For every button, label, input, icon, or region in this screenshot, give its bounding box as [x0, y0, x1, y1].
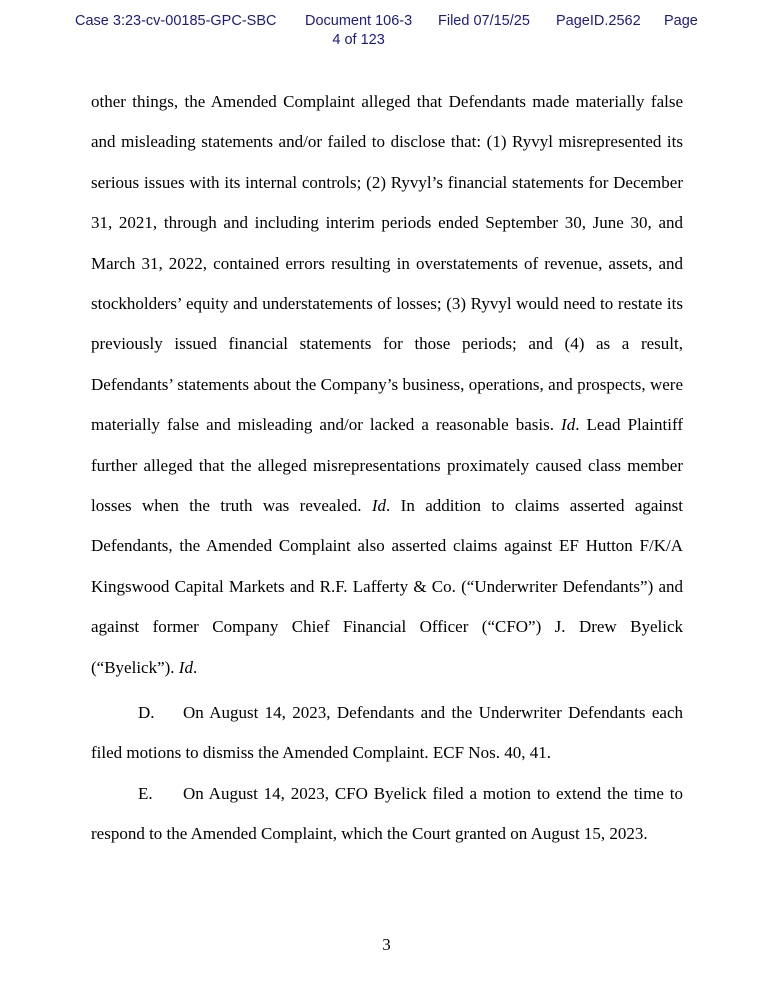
- citation-id: Id: [371, 496, 387, 516]
- ecf-header: [0, 12, 773, 52]
- paragraph-e-text: On August 14, 2023, CFO Byelick filed a motion to extend the time to respond to the Amended Complaint, which the Court granted on August 15, 2023.: [91, 784, 683, 844]
- page-label: Page: [664, 13, 698, 29]
- filed-date: Filed 07/15/25: [438, 13, 530, 29]
- document-number: [305, 12, 412, 50]
- citation-id: Id: [561, 415, 576, 435]
- paragraph-main: [91, 82, 683, 688]
- paragraph-d-letter: D.: [138, 703, 155, 722]
- paragraph-main-part3: . In addition to claims asserted against Defendants, the Amended Complaint also asserted claims against EF Hutton F/K/A Kingswood Capital Markets and R.F. Lafferty & Co. (“Underwriter Defendants”) and against former Company Chief Financial Officer (“CFO”) J. Drew Byelick (“Byelick”).: [91, 496, 683, 677]
- paragraph-d: [91, 693, 683, 774]
- page-number: 3: [382, 935, 391, 954]
- paragraph-main-part4: .: [192, 657, 198, 677]
- citation-id: Id: [178, 657, 193, 677]
- paragraph-main-part2: . Lead Plaintiff further alleged that the alleged misrepresentations proximately caused class member losses when the truth was revealed.: [91, 415, 683, 516]
- document-number-line1: Document 106-3: [305, 13, 413, 29]
- document-number-line2: 4 of 123: [332, 32, 385, 48]
- paragraph-e: [91, 774, 683, 855]
- paragraph-d-text: On August 14, 2023, Defendants and the Underwriter Defendants each filed motions to dismiss the Amended Complaint. ECF Nos. 40, 41.: [91, 703, 683, 763]
- case-number: Case 3:23-cv-00185-GPC-SBC: [75, 13, 277, 29]
- page-id: PageID.2562: [556, 13, 641, 29]
- paragraph-main-part1: other things, the Amended Complaint alleged that Defendants made materially false and misleading statements and/or failed to disclose that: (1) Ryvyl misrepresented its serious issues with its internal controls; (2) Ryvyl’s financial statements for December 31, 2021, through and including interim periods ended September 30, June 30, and March 31, 2022, contained errors resulting in overstatements of revenue, assets, and stockholders’ equity and understatements of losses; (3) Ryvyl would need to restate its previously issued financial statements for those periods; and (4) as a result, Defendants’ statements about the Company’s business, operations, and prospects, were materially false and misleading and/or lacked a reasonable basis.: [91, 92, 683, 435]
- paragraph-e-letter: E.: [138, 784, 153, 803]
